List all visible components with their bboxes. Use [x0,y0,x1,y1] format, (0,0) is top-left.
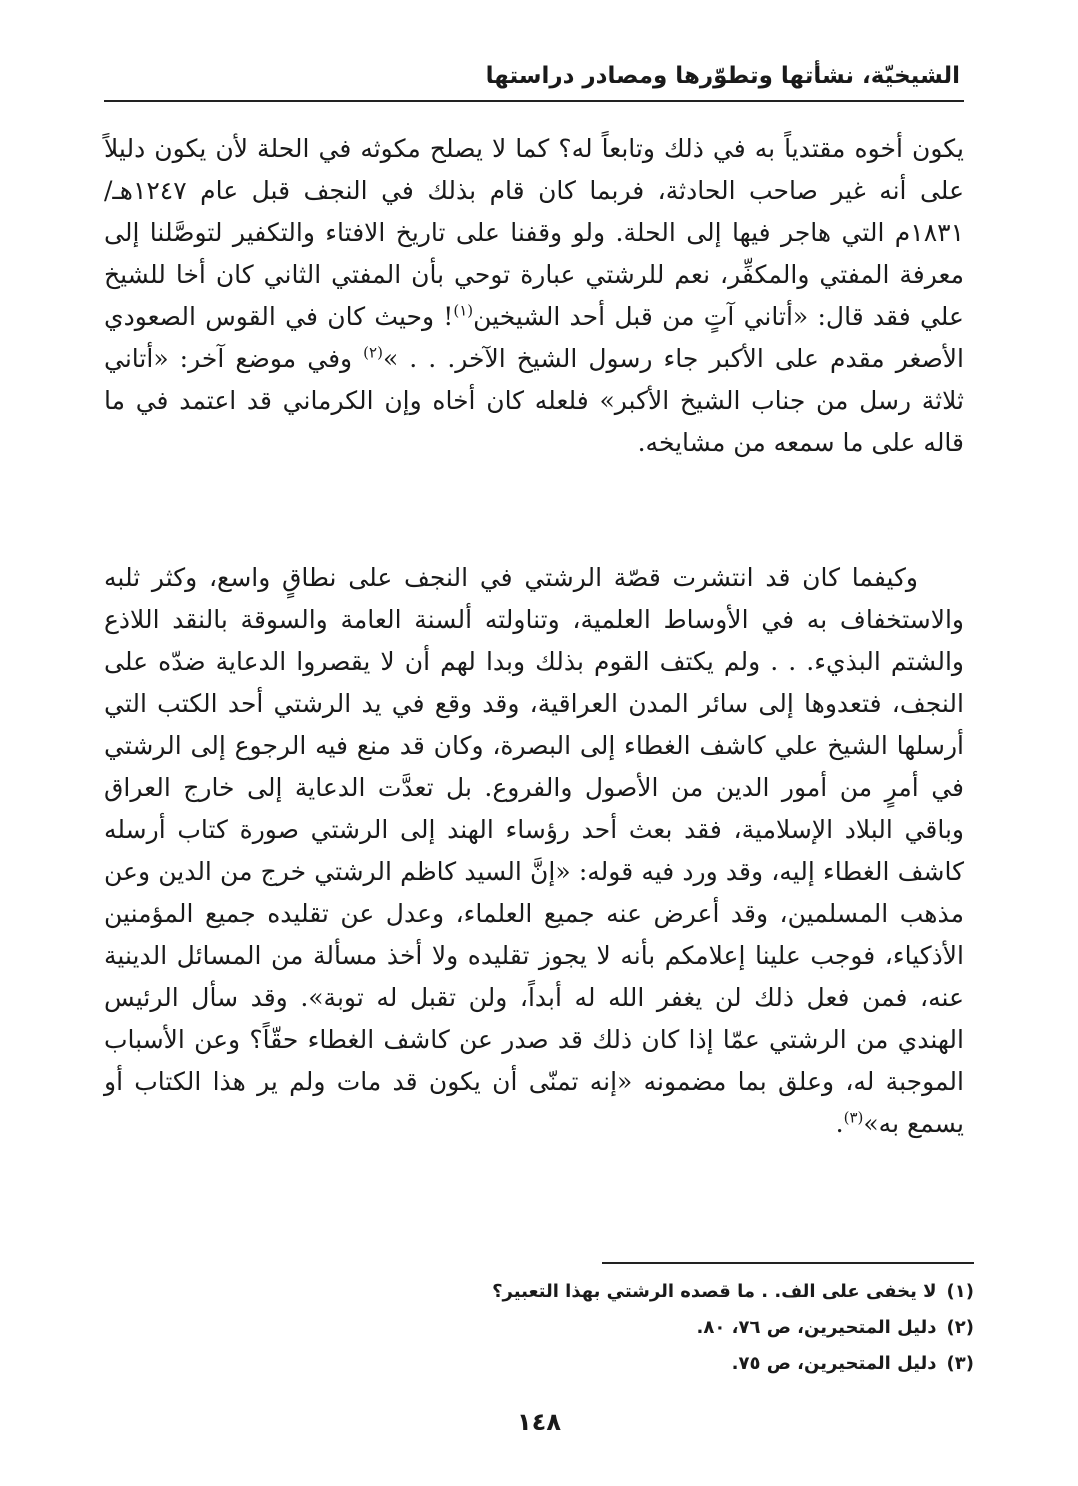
paragraph-2-text: وكيفما كان قد انتشرت قصّة الرشتي في النجف على نطاقٍ واسع، وكثر ثلبه والاستخفاف به في الأوساط العلمية، وتناولته ألسنة العامة والسوقة بالنقد اللاذع والشتم البذيء. . . ولم يكتف القوم بذلك وبدا لهم أن لا يقصروا الدعاية ضدّه على النجف، فتعدوها إلى سائر المدن العراقية، وقد وقع في يد الرشتي أحد الكتب التي أرسلها الشيخ علي كاشف الغطاء إلى البصرة، وكان قد منع فيه الرجوع إلى الرشتي في أمرٍ من أمور الدين من الأصول والفروع. بل تعدَّت الدعاية إلى خارج العراق وباقي البلاد الإسلامية، فقد بعث أحد رؤساء الهند إلى الرشتي صورة كتاب أرسله كاشف الغطاء إليه، وقد ورد فيه قوله: «إنَّ السيد كاظم الرشتي خرج من الدين وعن مذهب المسلمين، وقد أعرض عنه جميع العلماء، وعدل عن تقليده جميع المؤمنين الأذكياء، فوجب علينا إعلامكم بأنه لا يجوز تقليده ولا أخذ مسألة من المسائل الدينية عنه، فمن فعل ذلك لن يغفر الله له أبداً، ولن تقبل له توبة». وقد سأل الرئيس الهندي من الرشتي عمّا إذا كان ذلك قد صدر عن كاشف الغطاء حقّاً؟ وعن الأسباب الموجبة له، وعلق بما مضمونه «إنه تمنّى أن يكون قد مات ولم ير هذا الكتاب أو يسمع به» [104,563,964,1138]
footnote-text: دليل المتحيرين، ص ٧٦، ٨٠. [696,1317,937,1338]
paragraph-1-text-c: وفي موضع آخر: «أتاني ثلاثة رسل من جناب الشيخ الأكبر» فلعله كان أخاه وإن الكرماني قد اعتمد في ما قاله على ما سمعه من مشايخه. [104,344,964,457]
footnote-ref-3: (٣) [843,1108,864,1127]
footnote-ref-2: (٢) [363,343,383,362]
footnote-number: (٢) [946,1317,974,1338]
footnote-text: لا يخفى على الف. . ما قصده الرشتي بهذا التعبير؟ [492,1281,937,1302]
footnote-ref-1: (١) [453,301,474,320]
footnote-2 [274,1310,974,1346]
page-number: ١٤٨ [517,1408,561,1436]
footnote-number: (٣) [946,1353,974,1374]
paragraph-1-text-b: ! وحيث كان في القوس الصعودي الأصغر مقدم على الأكبر جاء رسول الشيخ الآخر. . . » [104,302,964,373]
paragraph-1-text-a: يكون أخوه مقتدياً به في ذلك وتابعاً له؟ كما لا يصلح مكوثه في الحلة لأن يكون دليلاً على أنه غير صاحب الحادثة، فربما كان قام بذلك في النجف قبل عام ١٢٤٧هـ/ ١٨٣١م التي هاجر فيها إلى الحلة. ولو وقفنا على تاريخ الافتاء والتكفير لتوصَّلنا إلى معرفة المفتي والمكفِّر، نعم للرشتي عبارة توحي بأن المفتي الثاني كان أخا للشيخ علي فقد قال: «أتاني آتٍ من قبل أحد الشيخين [104,134,964,331]
footnote-number: (١) [946,1281,974,1302]
footnote-rule [602,1262,974,1264]
paragraph-2-end: . [835,1109,844,1138]
footnote-3 [274,1346,974,1382]
running-title: الشيخيّة، نشأتها وتطوّرها ومصادر دراستها [485,63,960,89]
paragraph-1 [104,128,964,464]
footnotes [274,1274,974,1382]
footnote-1 [274,1274,974,1310]
paragraph-2 [104,557,964,1145]
header-rule [104,100,964,102]
footnote-text: دليل المتحيرين، ص ٧٥. [731,1353,937,1374]
